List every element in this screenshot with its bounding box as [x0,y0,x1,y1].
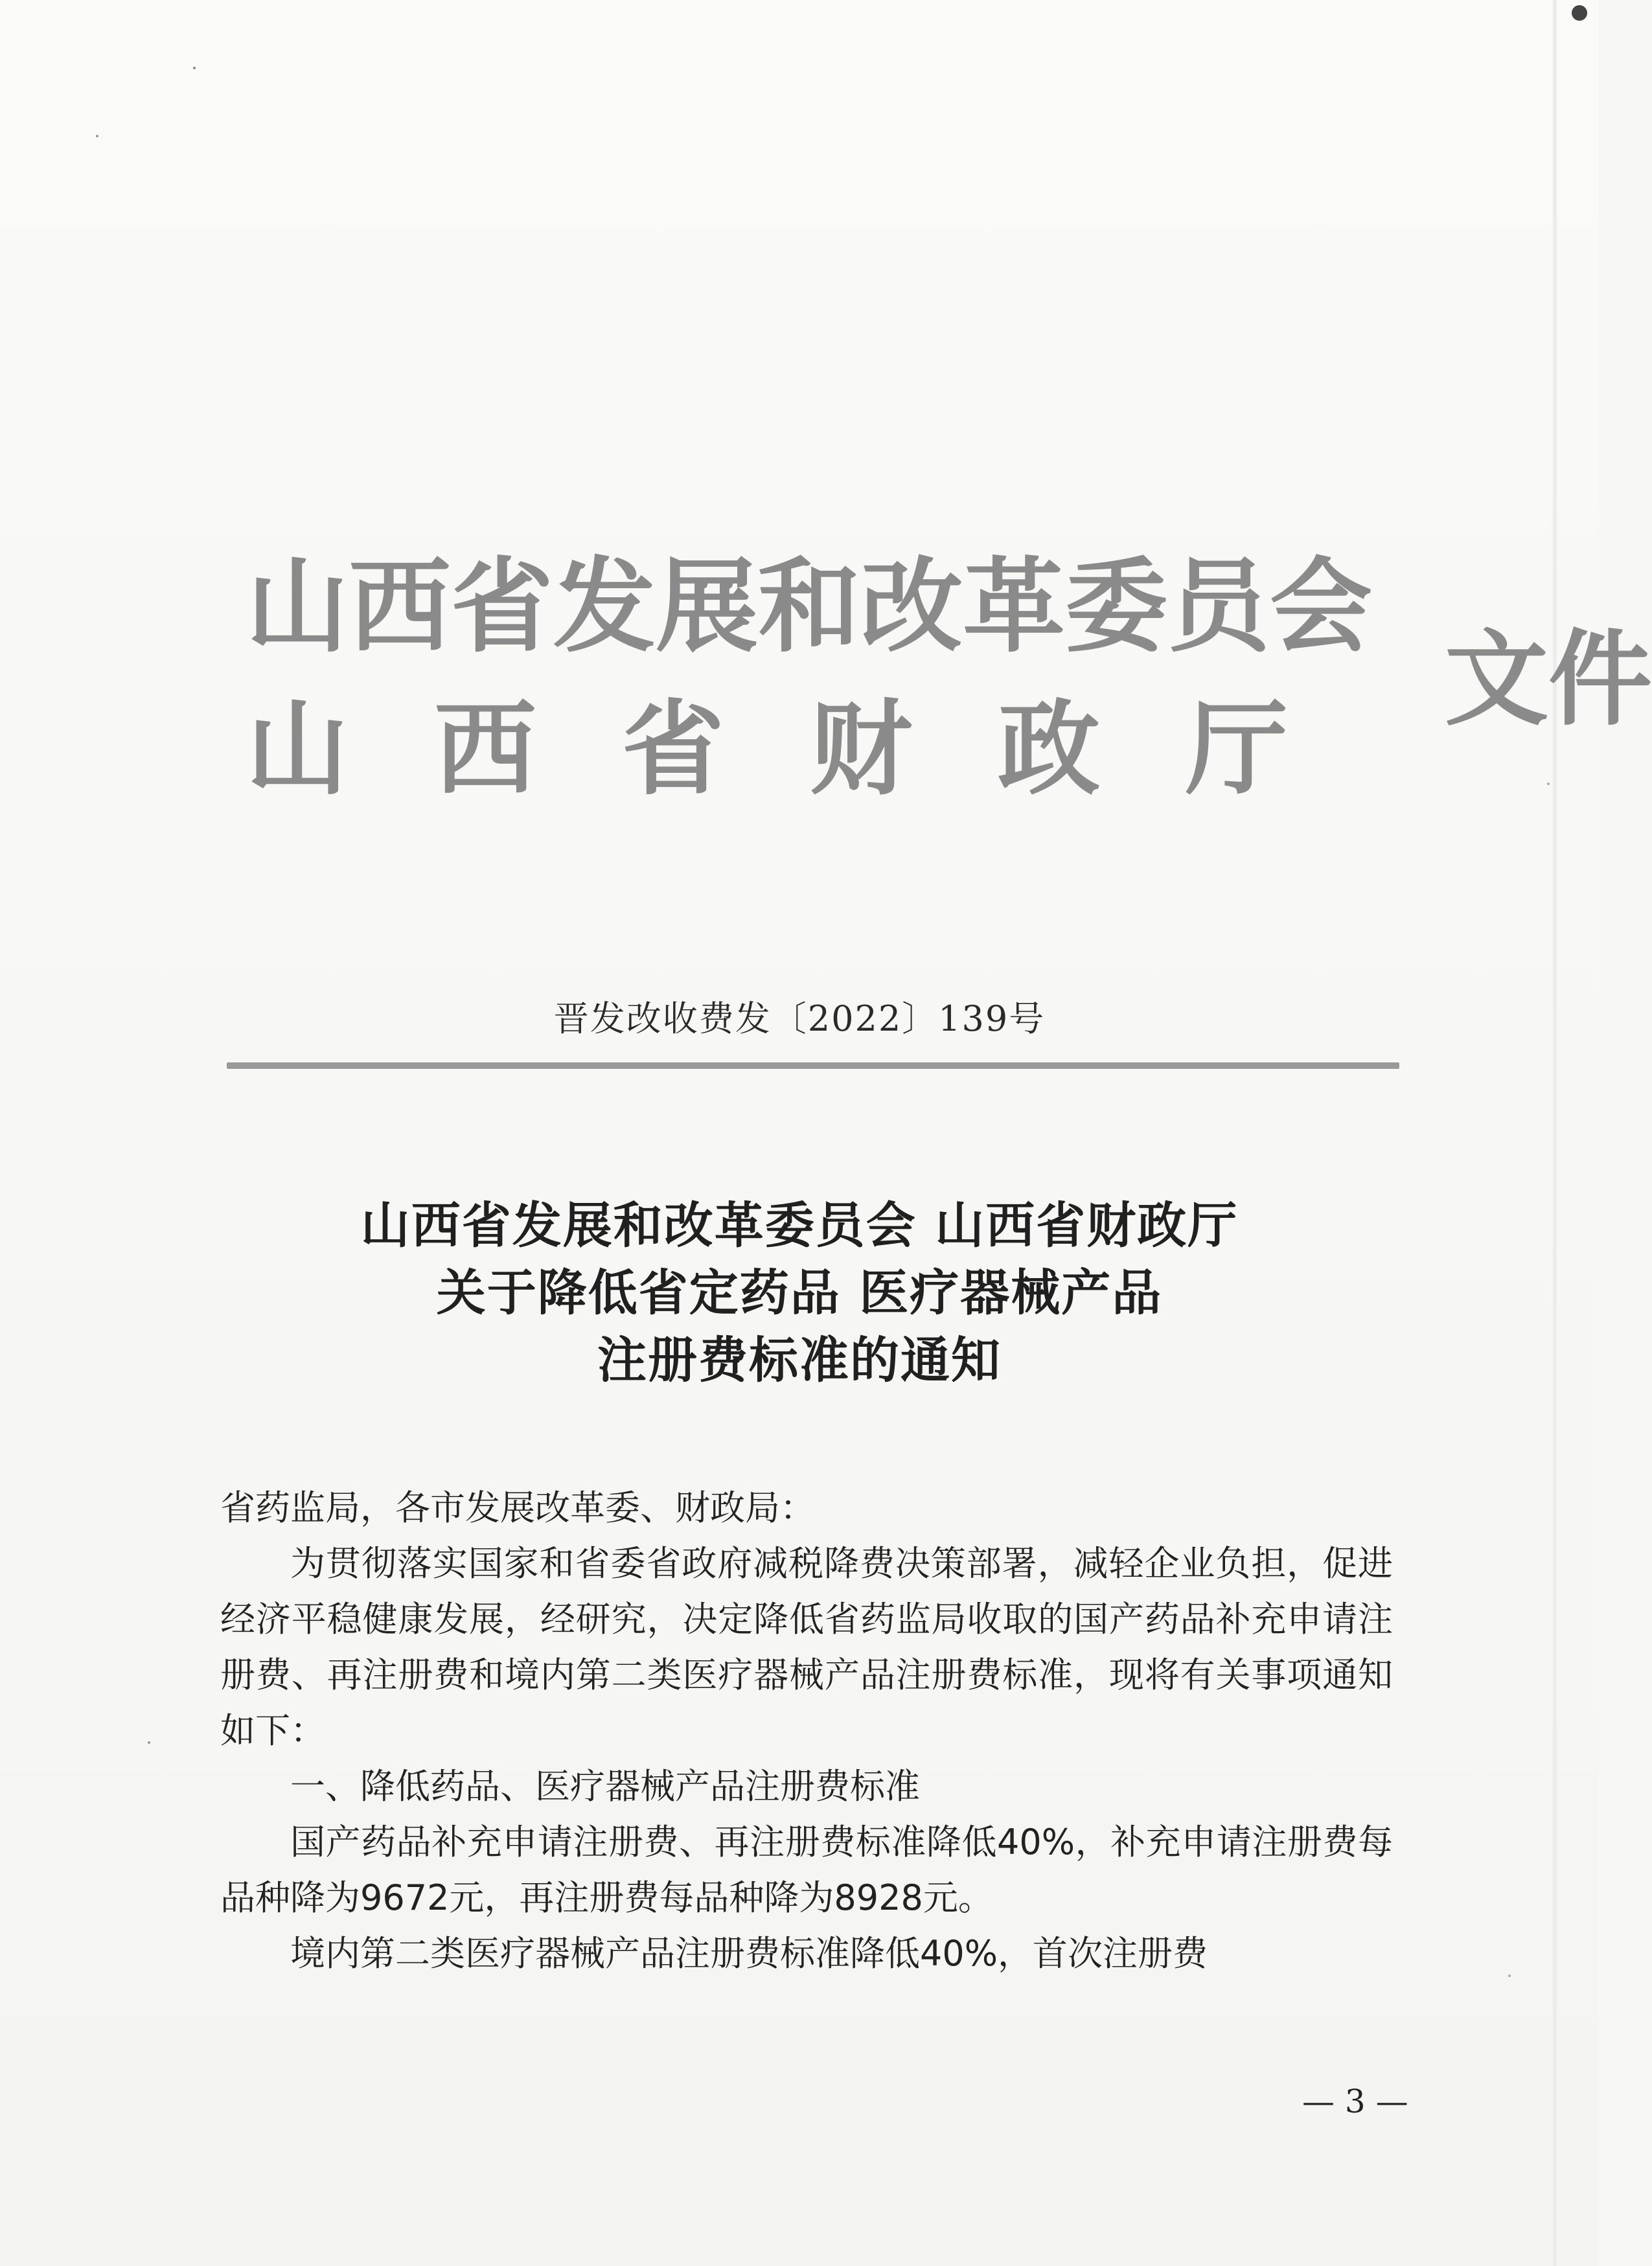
document-body [220,1480,1393,1982]
doc-type-label: 文件 [1445,618,1652,740]
issuer-line-ndrc: 山西省发展和改革委员会 [246,547,1372,667]
header-divider [227,1062,1399,1069]
title-line-2: 关于降低省定药品 医疗器械产品 [436,1264,1163,1322]
title-line-3: 注册费标准的通知 [597,1331,1002,1389]
recipients: 省药监局，各市发展改革委、财政局： [220,1487,815,1528]
section-heading-1: 一、降低药品、医疗器械产品注册费标准 [290,1766,920,1807]
paragraph-drug-fees: 国产药品补充申请注册费、再注册费标准降低40%，补充申请注册费每品种降为9672元，再注册费每品种降为8928元。 [220,1822,1393,1918]
paragraph-intro: 为贯彻落实国家和省委省政府减税降费决策部署，减轻企业负担，促进经济平稳健康发展，经研究，决定降低省药监局收取的国产药品补充申请注册费、再注册费和境内第二类医疗器械产品注册费标准，现将有关事项通知如下： [220,1543,1393,1751]
paragraph-device-fees: 境内第二类医疗器械产品注册费标准降低40%，首次注册费 [290,1933,1208,1974]
document-title [0,1192,1599,1394]
title-line-1: 山西省发展和改革委员会 山西省财政厅 [360,1196,1239,1254]
issuer-line-finance: 山西省财政厅 [246,689,1373,809]
issuer-header [246,525,1652,816]
document-number: 晋发改收费发〔2022〕139号 [553,998,1046,1039]
page-number: — 3 — [1302,2083,1408,2120]
